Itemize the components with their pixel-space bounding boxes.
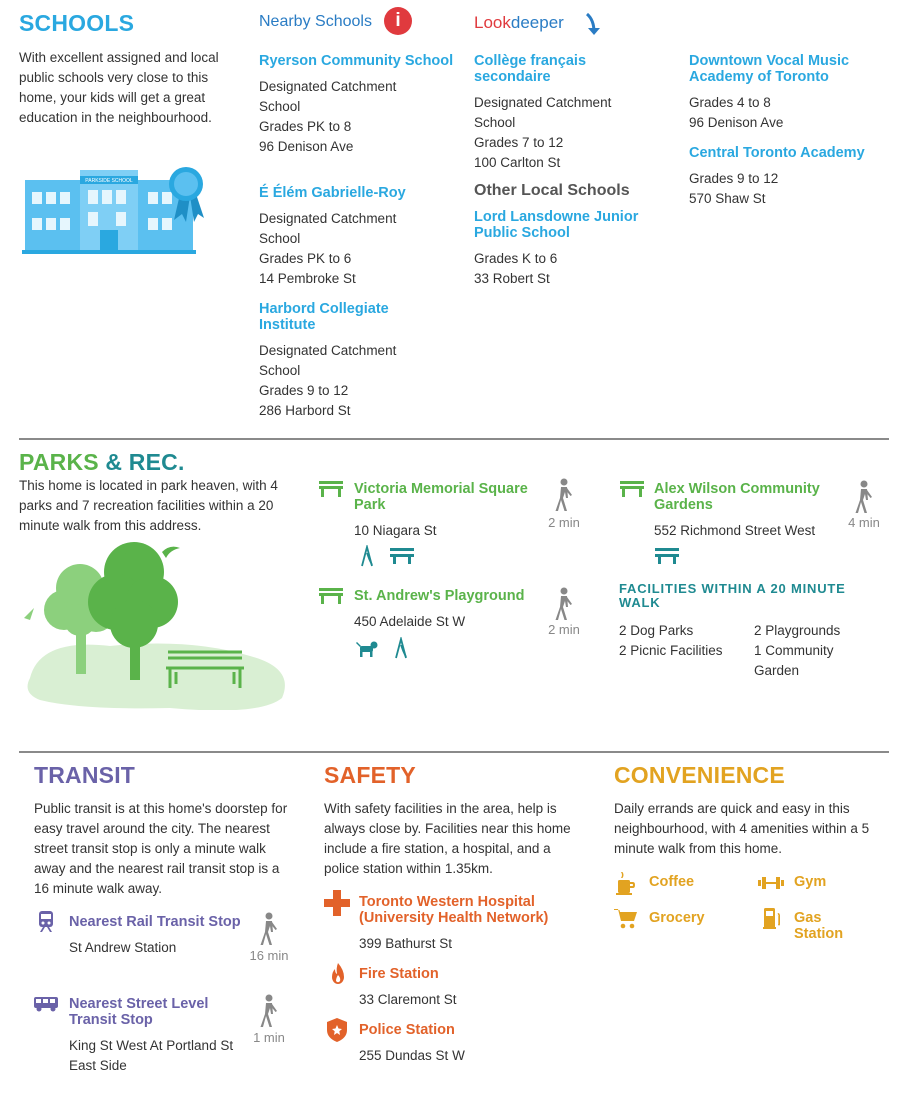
divider [19, 751, 889, 753]
safety-name[interactable]: Fire Station [359, 966, 439, 982]
school-detail: Designated Catchment [474, 95, 612, 110]
safety-item[interactable] [359, 966, 589, 1010]
parks-title [19, 449, 185, 476]
school-detail: Grades 7 to 12 [474, 135, 564, 150]
school-item[interactable] [259, 185, 459, 289]
safety-name[interactable]: Police Station [359, 1022, 455, 1038]
school-name[interactable]: Lord Lansdowne Junior Public School [474, 209, 639, 241]
school-detail: School [259, 99, 301, 114]
safety-item[interactable] [359, 894, 589, 954]
school-name[interactable]: É Élém Gabrielle-Roy [259, 185, 406, 201]
police-badge-icon [327, 1018, 347, 1042]
school-detail: Designated Catchment [259, 79, 397, 94]
school-detail: 14 Pembroke St [259, 271, 356, 286]
school-detail: 100 Carlton St [474, 155, 561, 170]
park-name[interactable]: Alex Wilson Community Gardens [654, 481, 820, 513]
lookdeeper-deeper: deeper [510, 13, 564, 32]
school-detail: 286 Harbord St [259, 403, 351, 418]
transit-item[interactable] [69, 914, 244, 958]
facility-count: 1 Community [754, 643, 834, 658]
amenity-gas-station[interactable]: Gas Station [794, 910, 844, 942]
park-name[interactable]: Victoria Memorial Square Park [354, 481, 528, 513]
school-detail: 96 Denison Ave [259, 139, 354, 154]
school-detail: 570 Shaw St [689, 191, 766, 206]
convenience-intro: Daily errands are quick and easy in this neighbourhood, with 4 amenities within a 5 minute walk from this home. [614, 801, 870, 856]
picnic-table-icon [655, 548, 679, 564]
gas-station-icon [763, 906, 781, 930]
lookdeeper-look: Look [474, 13, 511, 32]
playground-icon [358, 545, 376, 567]
amenity-coffee[interactable]: Coffee [649, 874, 695, 890]
fire-icon [330, 962, 346, 986]
school-name[interactable]: Downtown Vocal Music Academy of Toronto [689, 53, 850, 85]
park-bench-icon [620, 481, 644, 497]
park-bench-icon [319, 481, 343, 497]
school-item[interactable] [689, 145, 899, 209]
nearby-schools-label: Nearby Schools [259, 13, 372, 30]
park-item[interactable] [354, 481, 544, 541]
grocery-cart-icon [614, 908, 638, 930]
safety-name[interactable]: Toronto Western Hospital (University Health Network) [359, 894, 549, 926]
walk-time: 2 min [548, 622, 580, 637]
transit-item[interactable] [69, 996, 254, 1076]
schools-intro: With excellent assigned and local public schools very close to this home, your kids will get a great education in the neighbourhood. [19, 50, 219, 125]
transit-title: TRANSIT [34, 762, 136, 788]
park-item[interactable] [354, 588, 544, 632]
school-item[interactable] [259, 53, 459, 157]
walk-time: 4 min [848, 515, 880, 530]
playground-icon [392, 637, 410, 659]
divider [19, 438, 889, 440]
dog-park-icon [355, 640, 379, 658]
arrow-down-right-icon [582, 12, 604, 36]
bus-icon [34, 996, 58, 1012]
walk-time: 1 min [253, 1030, 285, 1045]
school-item[interactable] [689, 53, 889, 133]
school-sign-label: PARKSIDE SCHOOL [85, 178, 133, 184]
amenity-grocery[interactable]: Grocery [649, 910, 705, 926]
park-name[interactable]: St. Andrew's Playground [354, 588, 525, 604]
transit-name[interactable]: Nearest Rail Transit Stop [69, 914, 241, 930]
school-detail: Designated Catchment [259, 211, 397, 226]
park-address: 10 Niagara St [354, 523, 437, 538]
school-item[interactable] [474, 53, 634, 173]
safety-title: SAFETY [324, 762, 416, 788]
school-detail: Grades K to 6 [474, 251, 558, 266]
school-detail: Grades 9 to 12 [689, 171, 779, 186]
school-detail: School [259, 363, 301, 378]
gym-dumbbell-icon [758, 877, 784, 889]
school-name[interactable]: Central Toronto Academy [689, 145, 865, 161]
parks-title-b: & REC. [105, 449, 185, 475]
school-name[interactable]: Collège français secondaire [474, 53, 587, 85]
safety-item[interactable] [359, 1022, 589, 1066]
school-detail: Grades 4 to 8 [689, 95, 771, 110]
parks-intro: This home is located in park heaven, with 4 parks and 7 recreation facilities within a 20 minute walk from this address. [19, 478, 278, 533]
school-detail: Designated Catchment [259, 343, 397, 358]
facilities-left [619, 621, 749, 661]
safety-address: 255 Dundas St W [359, 1048, 465, 1063]
park-bench-icon [319, 588, 343, 604]
other-schools-heading: Other Local Schools [474, 182, 630, 199]
facility-count: 2 Dog Parks [619, 623, 694, 638]
facility-count: 2 Picnic Facilities [619, 643, 723, 658]
school-detail: 33 Robert St [474, 271, 550, 286]
transit-name[interactable]: Nearest Street Level Transit Stop [69, 996, 209, 1028]
park-address: 552 Richmond Street West [654, 523, 816, 538]
safety-address: 399 Bathurst St [359, 936, 453, 951]
school-detail: School [474, 115, 516, 130]
facilities-right [754, 621, 884, 681]
facility-count: Garden [754, 663, 800, 678]
walking-person-icon [555, 587, 573, 621]
info-icon[interactable]: i [384, 7, 412, 35]
lookdeeper-logo[interactable] [474, 13, 564, 33]
safety-intro: With safety facilities in the area, help is always close by. Facilities near this home include a fire station, a hospital, and a police station within 1.35km. [324, 801, 571, 876]
school-detail: Grades 9 to 12 [259, 383, 349, 398]
transit-detail: East Side [69, 1058, 127, 1073]
schools-title: SCHOOLS [19, 10, 135, 36]
parks-title-a: PARKS [19, 449, 99, 475]
walk-time: 2 min [548, 515, 580, 530]
picnic-table-icon [390, 548, 414, 564]
school-name[interactable]: Harbord Collegiate Institute [259, 301, 389, 333]
convenience-title: CONVENIENCE [614, 762, 785, 788]
school-item[interactable] [259, 301, 429, 421]
train-icon [37, 911, 55, 933]
park-trees-icon [20, 538, 290, 710]
walking-person-icon [555, 478, 573, 512]
amenity-gym[interactable]: Gym [794, 874, 827, 890]
walking-person-icon [855, 480, 873, 514]
school-item[interactable] [474, 209, 664, 289]
coffee-icon [616, 872, 636, 896]
facility-count: 2 Playgrounds [754, 623, 841, 638]
walk-time: 16 min [249, 948, 289, 963]
park-address: 450 Adelaide St W [354, 614, 466, 629]
transit-detail: St Andrew Station [69, 940, 177, 955]
school-detail: School [259, 231, 301, 246]
hospital-cross-icon [324, 890, 350, 916]
school-detail: 96 Denison Ave [689, 115, 784, 130]
school-detail: Grades PK to 6 [259, 251, 352, 266]
transit-detail: King St West At Portland St [69, 1038, 234, 1053]
walking-person-icon [260, 912, 278, 946]
school-detail: Grades PK to 8 [259, 119, 352, 134]
transit-intro: Public transit is at this home's doorstep for easy travel around the city. The nearest street transit stop is only a minute walk away and the nearest rail transit stop is a 16 minute walk away. [34, 801, 288, 896]
park-item[interactable] [654, 481, 844, 541]
school-building-icon [22, 166, 212, 256]
facilities-heading: FACILITIES WITHIN A 20 MINUTE WALK [619, 581, 846, 610]
school-name[interactable]: Ryerson Community School [259, 53, 454, 69]
walking-person-icon [260, 994, 278, 1028]
safety-address: 33 Claremont St [359, 992, 457, 1007]
